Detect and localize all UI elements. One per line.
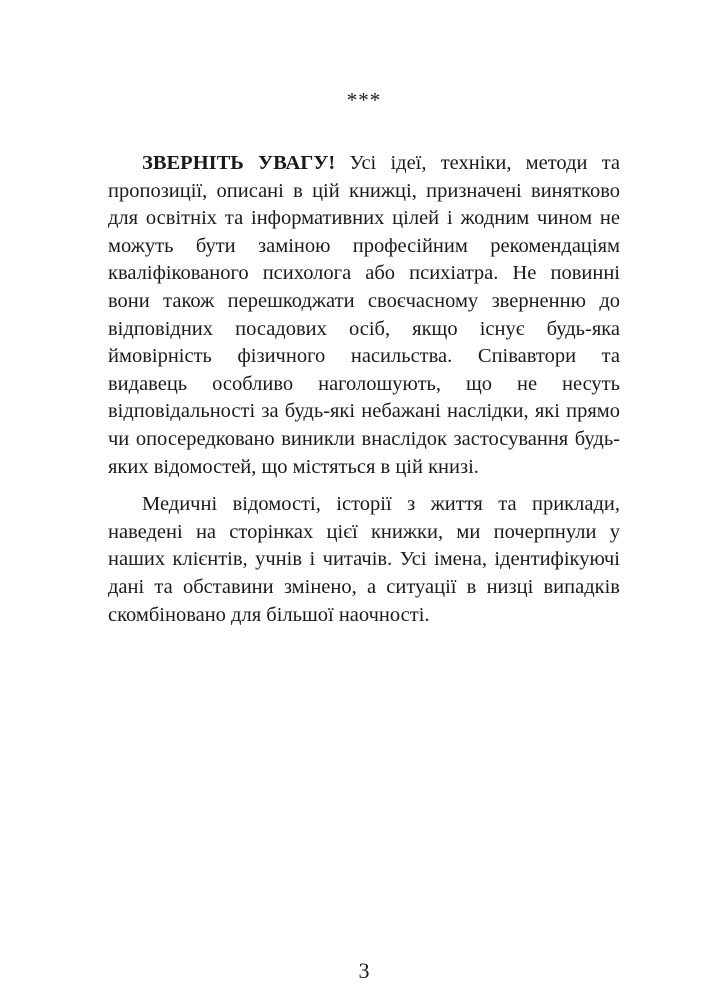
section-separator: *** <box>346 88 382 112</box>
second-paragraph: Медичні відомості, історії з життя та приклади, наведені на сторінках цієї книжки, ми почерпнули у наших клієнтів, учнів і читачів. Усі імена, ідентифікуючі дані та обставини змінено, а ситуації в низці випадків скомбіновано для більшої наочності. <box>108 493 620 626</box>
page-body <box>108 150 620 629</box>
page-number: 3 <box>358 958 370 983</box>
notice-text: Усі ідеї, техніки, методи та пропозиції, описані в цій книжці, призначені винятково для освітніх та інформативних цілей і жодним чином не можуть бути заміною професійним рекомендаціям кваліфікованого психолога або психіатра. Не повинні вони також перешкоджати своєчасному зверненню до відповідних посадових осіб, якщо існує будь-яка ймовірність фізичного насильства. Співавтори та видавець особливо наголошують, що не несуть відповідальності за будь-які небажані наслідки, які прямо чи опосередковано виникли внаслідок застосування будь-яких відомостей, що містяться в цій книзі. <box>108 152 620 478</box>
notice-lead: ЗВЕРНІТЬ УВАГУ! <box>142 152 336 174</box>
notice-paragraph <box>108 150 620 481</box>
